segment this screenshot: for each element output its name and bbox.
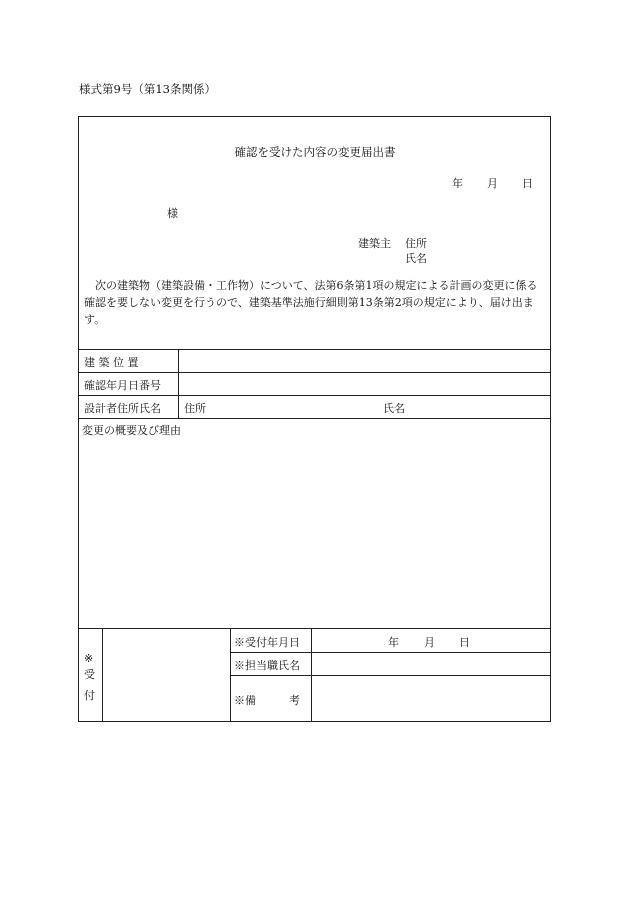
divider-officer [230, 675, 551, 676]
remarks-label: ※備 考 [234, 694, 300, 707]
location-label-text: 建 築 位 置 [84, 356, 139, 369]
date-day: 日 [522, 177, 533, 190]
designer-name-label: 氏名 [383, 402, 405, 415]
reception-mark-divider [102, 628, 103, 722]
divider-summary [78, 628, 551, 629]
divider-confirmation [78, 395, 551, 396]
reception-mark: ※ [84, 652, 94, 665]
designer-label: 設計者住所氏名 [84, 402, 161, 415]
notice-body: 次の建築物（建築設備・工作物）について、法第6条第1項の規定による計画の変更に係る確認を要しない変更を行うので、建築基準法施行細則第13条第2項の規定により、届け出ます。 [84, 279, 538, 326]
date-month: 月 [487, 177, 498, 190]
reception-char-2: 付 [84, 689, 95, 702]
date-year: 年 [452, 177, 463, 190]
designer-address-label: 住所 [184, 402, 206, 415]
divider-notice [78, 349, 551, 350]
owner-name-label: 氏名 [405, 252, 427, 265]
divider-received-date [230, 652, 551, 653]
label-column-divider [178, 349, 179, 418]
reception-char-1: 受 [84, 668, 95, 681]
location-label [84, 354, 174, 370]
summary-label: 変更の概要及び理由 [82, 424, 181, 437]
confirmation-label: 確認年月日番号 [84, 379, 161, 392]
received-month: 月 [424, 636, 435, 649]
addressee-suffix: 様 [167, 207, 178, 220]
received-date-label: ※受付年月日 [234, 636, 300, 649]
document-title: 確認を受けた内容の変更届出書 [234, 145, 396, 159]
reception-label-divider [311, 628, 312, 722]
form-number: 様式第9号（第13条関係） [79, 82, 216, 96]
owner-label: 建築主 [358, 237, 391, 250]
officer-label: ※担当職氏名 [234, 659, 300, 672]
divider-designer [78, 418, 551, 419]
received-year: 年 [388, 636, 399, 649]
owner-address-label: 住所 [405, 237, 427, 250]
reception-stamp-divider [230, 628, 231, 722]
received-day: 日 [459, 636, 470, 649]
divider-location [78, 372, 551, 373]
form-frame [78, 116, 551, 722]
